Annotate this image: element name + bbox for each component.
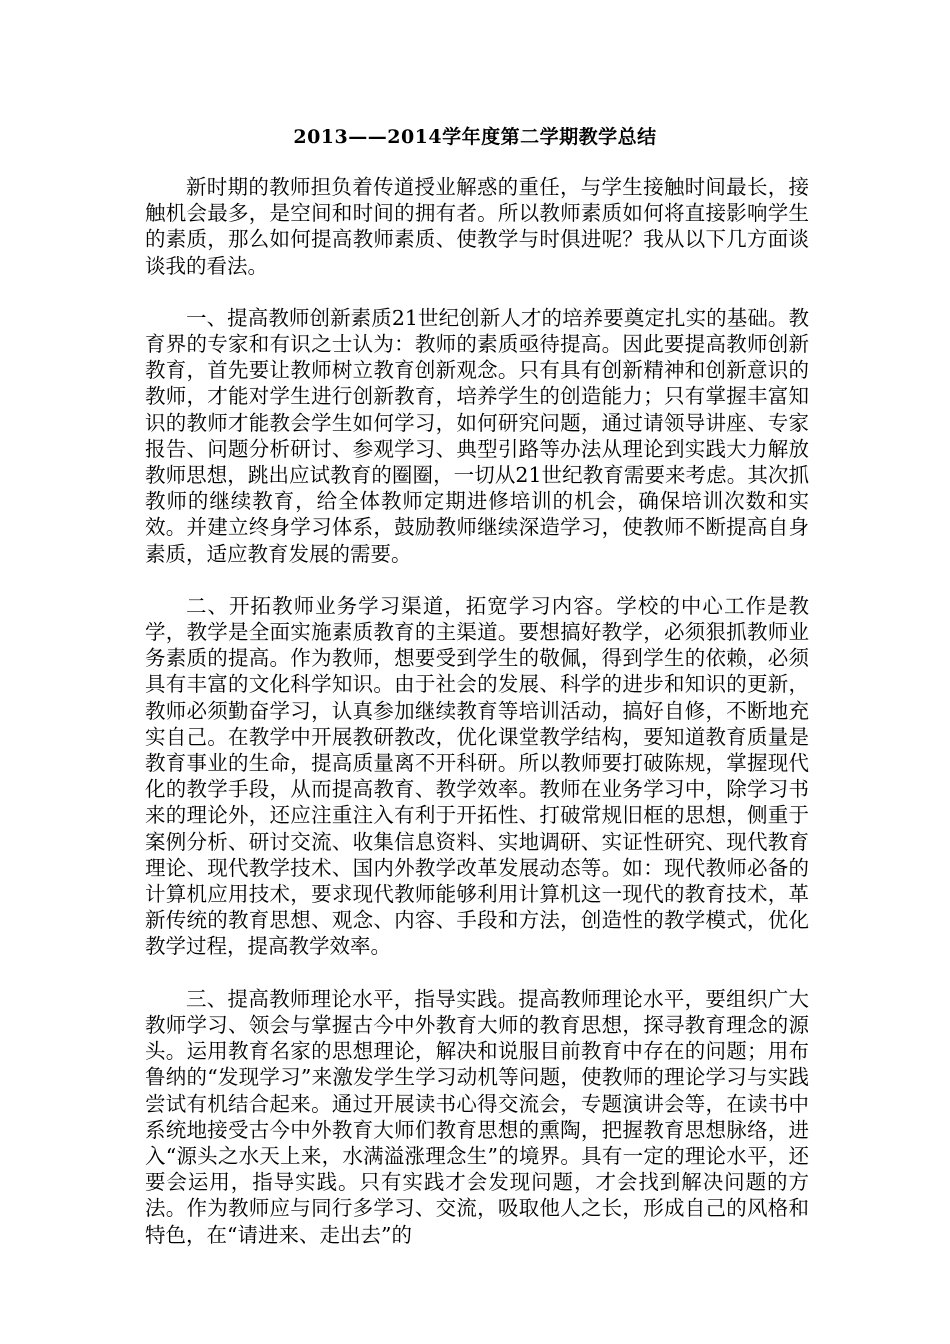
paragraph-section-2: 二、开拓教师业务学习渠道，拓宽学习内容。学校的中心工作是教学，教学是全面实施素质教育的主渠道。要想搞好教学，必须狠抓教师业务素质的提高。作为教师，想要受到学生的敬佩，得到学生的依赖，必须具有丰富的文化科学知识。由于社会的发展、科学的进步和知识的更新，教师必须勤奋学习，认真参加继续教育等培训活动，搞好自修，不断地充实自己。在教学中开展教研教改，优化课堂教学结构，要知道教育质量是教育事业的生命，提高质量离不开科研。所以教师要打破陈规，掌握现代化的教学手段，从而提高教育、教学效率。教师在业务学习中，除学习书来的理论外，还应注重注入有利于开拓性、打破常规旧框的思想，侧重于案例分析、研讨交流、收集信息资料、实地调研、实证性研究、现代教育理论、现代教学技术、国内外教学改革发展动态等。如：现代教师必备的计算机应用技术，要求现代教师能够利用计算机这一现代的教育技术，革新传统的教育思想、观念、内容、手段和方法，创造性的教学模式，优化教学过程，提高教学效率。 bbox=[145, 593, 809, 959]
paragraph-intro: 新时期的教师担负着传道授业解惑的重任，与学生接触时间最长，接触机会最多，是空间和时间的拥有者。所以教师素质如何将直接影响学生的素质，那么如何提高教师素质、使教学与时俱进呢？我从以下几方面谈谈我的看法。 bbox=[145, 175, 809, 278]
document-title: 2013——2014学年度第二学期教学总结 bbox=[293, 126, 657, 148]
paragraph-section-1: 一、提高教师创新素质21世纪创新人才的培养要奠定扎实的基础。教育界的专家和有识之士认为：教师的素质亟待提高。因此要提高教师创新教育，首先要让教师树立教育创新观念。只有具有创新精神和创新意识的教师，才能对学生进行创新教育，培养学生的创造能力；只有掌握丰富知识的教师才能教会学生如何学习，如何研究问题，通过请领导讲座、专家报告、问题分析研讨、参观学习、典型引路等办法从理论到实践大力解放教师思想，跳出应试教育的圈圈，一切从21世纪教育需要来考虑。其次抓教师的继续教育，给全体教师定期进修培训的机会，确保培训次数和实效。并建立终身学习体系，鼓励教师继续深造学习，使教师不断提高自身素质，适应教育发展的需要。 bbox=[145, 305, 809, 566]
document-body bbox=[145, 174, 809, 1248]
paragraph-section-3: 三、提高教师理论水平，指导实践。提高教师理论水平，要组织广大教师学习、领会与掌握古今中外教育大师的教育思想，探寻教育理念的源头。运用教育名家的思想理论，解决和说服目前教育中存在的问题；用布鲁纳的“发现学习”来激发学生学习动机等问题，使教师的理论学习与实践尝试有机结合起来。通过开展读书心得交流会，专题演讲会等，在读书中系统地接受古今中外教育大师们教育思想的熏陶，把握教育思想脉络，进入“源头之水天上来，水满溢涨理念生”的境界。具有一定的理论水平，还要会运用，指导实践。只有实践才会发现问题，才会找到解决问题的方法。作为教师应与同行多学习、交流，吸取他人之长，形成自己的风格和特色，在“请进来、走出去”的 bbox=[145, 986, 809, 1247]
